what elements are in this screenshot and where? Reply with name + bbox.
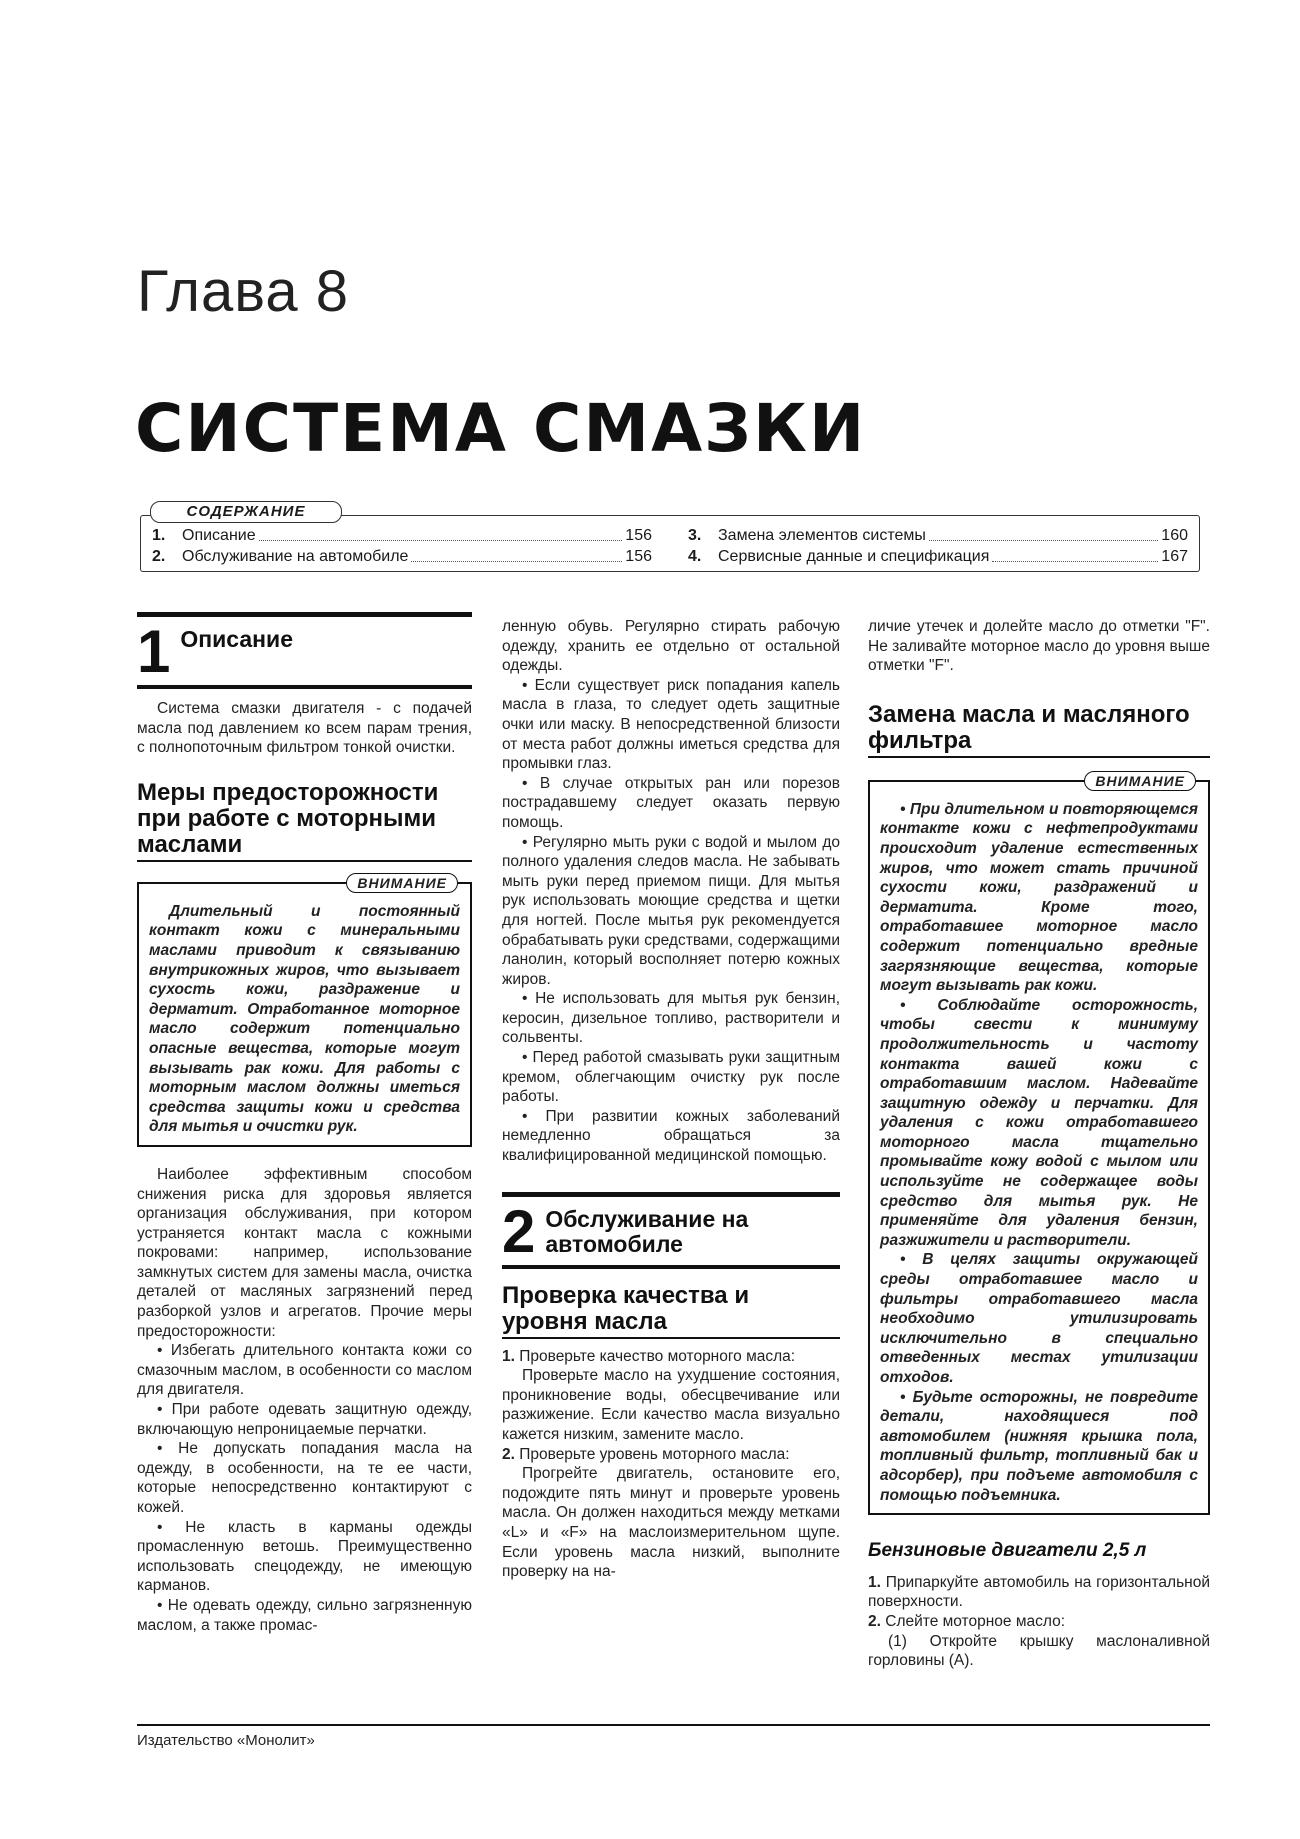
bullet-item: • Не одевать одежду, сильно загрязненную маслом, а также промас- [137,1596,472,1634]
replace-oil-heading: Замена масла и масляного фильтра [868,702,1210,758]
footer-publisher: Издательство «Монолит» [137,1732,315,1749]
warning-text: • Будьте осторожны, не повредите детали, находящиеся под автомобилем (нижняя крышка пола, топливный фильтр, топливный бак и адсорбер), при подъеме автомобиля с помощью подъемника. [880,1388,1198,1504]
chapter-label: Глава 8 [137,259,350,324]
paragraph: ленную обувь. Регулярно стирать рабочую одежду, хранить ее отдельно от остальной одежды. [502,618,840,675]
footer-divider [137,1724,1210,1726]
section-1-header [137,612,472,689]
step-subitem: (1) Откройте крышку маслоналивной горловины (A). [868,1632,1210,1670]
toc-item[interactable]: 3. Замена элементов системы 160 [688,527,1188,544]
step-text: Прогрейте двигатель, остановите его, подождите пять минут и проверьте уровень масла. Он должен находиться между метками «L» и «F» на маслоизмерительном щупе. Если уровень масла низкий, выполните проверку на на- [502,1465,840,1581]
section-number: 2 [502,1197,536,1265]
step-item: 1. Проверьте качество моторного масла: [502,1347,796,1365]
warning-box [137,874,472,1147]
bullet-item: • При работе одевать защитную одежду, включающую непроницаемые перчатки. [137,1401,472,1438]
warning-label: ВНИМАНИЕ [346,873,458,893]
step-item: 2. Проверьте уровень моторного масла: [502,1445,790,1463]
column-2 [502,617,840,1582]
check-oil-heading: Проверка качества и уровня масла [502,1283,840,1339]
bullet-item: • Регулярно мыть руки с водой и мылом до полного удаления следов масла. Не забывать мыть руки перед приемом пищи. Для мытья рук использовать моющие средства и щетки для ногтей. После мытья рук рекомендуется обрабатывать руки средствами, содержащими ланолин, который восполняет потерю кожных жиров. [502,833,840,988]
warning-text: • Соблюдайте осторожность, чтобы свести к минимуму продолжительность и частоту контакта вашей кожи с отработавшим маслом. Надевайте защитную одежду и перчатки. Для удаления с кожи отработавшего моторного масла тщательно промывайте кожу водой с мылом или используйте не содержащее воды средство для мытья рук. Не применяйте для удаления бензин, разжижители и растворители. [880,996,1198,1249]
bullet-item: • Не использовать для мытья рук бензин, керосин, дизельное топливо, растворители и сольвенты. [502,990,840,1047]
step-item: 1. Припаркуйте автомобиль на горизонтальной поверхности. [868,1573,1210,1611]
warning-text: Длительный и постоянный контакт кожи с минеральными маслами приводит к связыванию внутрикожных жиров, что вызывает сухость кожи, раздражение и дерматит. Отработанное моторное масло содержит потенциально опасные вещества, которые могут вызывать рак кожи. Для работы с моторным маслом должны иметься средства защиты кожи и средства для мытья и очистки рук. [149,902,460,1136]
toc-heading: СОДЕРЖАНИЕ [150,501,342,523]
paragraph: личие утечек и долейте масло до отметки "F". Не заливайте моторное масло до уровня выше отметки "F". [868,618,1210,675]
engine-heading: Бензиновые двигатели 2,5 л [868,1540,1147,1562]
section-title: Обслуживание на автомобиле [545,1205,749,1257]
warning-text: • В целях защиты окружающей среды отработавшее масло и фильтры отработавшего масла необходимо утилизировать исключительно в специально отведенных местах утилизации отходов. [880,1251,1198,1386]
paragraph: Наиболее эффективным способом снижения риска для здоровья является организация обслуживания, при котором устраняется контакт масла с кожными покровами: например, использование замкнутых систем для замены масла, очистка деталей от масляных загрязнений перед разборкой узлов и агрегатов. Прочие меры предосторожности: [137,1165,472,1340]
toc-item[interactable]: 2. Обслуживание на автомобиле 156 [152,548,652,565]
bullet-item: • Если существует риск попадания капель масла в глаза, то следует одеть защитные очки или маску. В непосредственной близости от места работ должны иметься средства для промывки глаз. [502,676,840,773]
bullet-item: • Избегать длительного контакта кожи со смазочным маслом, в особенности со маслом для двигателя. [137,1342,472,1399]
description-text: Система смазки двигателя - с подачей масла под давлением ко всем парам трения, с полнопоточным фильтром тонкой очистки. [137,700,472,757]
step-item: 2. Слейте моторное масло: [868,1612,1065,1630]
bullet-item: • Перед работой смазывать руки защитным кремом, облегчающим очистку рук после работы. [502,1049,840,1106]
toc-column-right [688,525,1188,567]
bullet-item: • Не допускать попадания масла на одежду, в особенности, на те ее части, которые непосредственно контактируют с кожей. [137,1440,472,1516]
toc-column-left [152,525,652,567]
toc-item[interactable]: 4. Сервисные данные и спецификация 167 [688,548,1188,565]
chapter-title: СИСТЕМА СМАЗКИ [135,390,867,467]
precautions-heading: Меры предосторожности при работе с моторными маслами [137,780,472,862]
toc-item[interactable]: 1. Описание 156 [152,527,652,544]
warning-label: ВНИМАНИЕ [1084,771,1196,791]
warning-text: • При длительном и повторяющемся контакте кожи с нефтепродуктами происходит удаление естественных жиров, что может стать причиной сухости кожи, раздражений и дерматита. Кроме того, отработавшее моторное масло содержит потенциально вредные загрязняющие вещества, которые могут вызывать рак кожи. [880,800,1198,995]
section-title: Описание [180,626,293,652]
bullet-item: • В случае открытых ран или порезов пострадавшему следует оказать первую помощь. [502,774,840,831]
step-text: Проверьте масло на ухудшение состояния, проникновение воды, обесцвечивание или разжижение. Если качество масла визуально кажется низким, замените масло. [502,1367,840,1443]
bullet-item: • Не класть в карманы одежды промасленную ветошь. Преимущественно использовать спецодежду, не имеющую карманов. [137,1518,472,1595]
column-3 [868,617,1210,1671]
bullet-item: • При развитии кожных заболеваний немедленно обращаться за квалифицированной медицинской помощью. [502,1107,840,1165]
warning-box [868,772,1210,1515]
column-1 [137,612,472,1635]
section-number: 1 [137,618,171,685]
section-2-header [502,1192,840,1269]
